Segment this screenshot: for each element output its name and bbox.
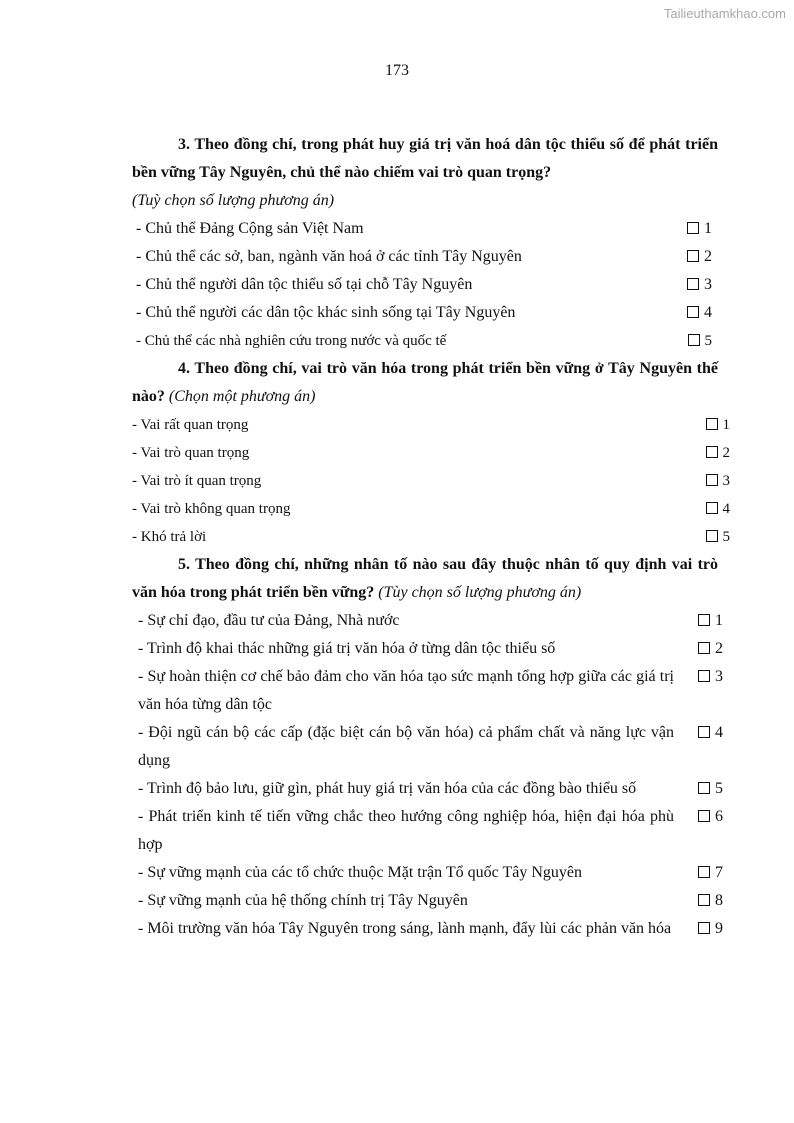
option-code: 5 — [704, 333, 712, 349]
option-code: 1 — [722, 417, 730, 433]
option-label: - Chủ thể Đảng Cộng sản Việt Nam — [136, 220, 364, 237]
checkbox[interactable] — [706, 530, 718, 542]
option-row — [132, 635, 723, 663]
option-code: 5 — [722, 529, 730, 545]
checkbox[interactable] — [706, 474, 718, 486]
option-label: - Sự vững mạnh của các tổ chức thuộc Mặt trận Tổ quốc Tây Nguyên — [138, 864, 582, 881]
checkbox[interactable] — [687, 278, 699, 290]
option-code: 3 — [704, 276, 712, 293]
option-code: 2 — [704, 248, 712, 265]
option-row — [132, 495, 730, 523]
option-code: 9 — [715, 920, 723, 937]
option-label: - Môi trường văn hóa Tây Nguyên trong sáng, lành mạnh, đẩy lùi các phản văn hóa — [138, 920, 672, 937]
checkbox[interactable] — [698, 726, 710, 738]
checkbox[interactable] — [698, 642, 710, 654]
question-3-title: 3. Theo đồng chí, trong phát huy giá trị văn hoá dân tộc thiểu số để phát triển bền vững Tây Nguyên, chủ thể nào chiếm vai trò quan trọng? — [132, 136, 718, 181]
option-row — [132, 775, 723, 803]
checkbox[interactable] — [687, 222, 699, 234]
option-label: - Khó trả lời — [132, 529, 207, 545]
option-code: 2 — [715, 640, 723, 657]
question-4-hint: (Chọn một phương án) — [168, 388, 316, 405]
option-row — [132, 607, 723, 635]
option-row — [132, 915, 723, 943]
option-label: - Chủ thể các sở, ban, ngành văn hoá ở các tỉnh Tây Nguyên — [136, 248, 522, 265]
option-label: - Vai trò ít quan trọng — [132, 473, 262, 489]
option-label: - Đội ngũ cán bộ các cấp (đặc biệt cán bộ văn hóa) cả phẩm chất và năng lực vận dụng — [138, 724, 674, 769]
option-label: - Chủ thể các nhà nghiên cứu trong nước và quốc tế — [136, 333, 447, 349]
checkbox[interactable] — [698, 866, 710, 878]
option-label: - Sự chỉ đạo, đầu tư của Đảng, Nhà nước — [138, 612, 400, 629]
option-code: 8 — [715, 892, 723, 909]
option-code: 1 — [715, 612, 723, 629]
checkbox[interactable] — [698, 810, 710, 822]
option-code: 4 — [715, 724, 723, 741]
option-row — [132, 719, 723, 775]
option-row — [132, 327, 718, 355]
option-row — [132, 299, 718, 327]
option-code: 5 — [715, 780, 723, 797]
option-row — [132, 663, 723, 719]
checkbox[interactable] — [688, 334, 700, 346]
option-code: 4 — [722, 501, 730, 517]
option-label: - Vai trò quan trọng — [132, 445, 250, 461]
question-4 — [132, 355, 730, 551]
checkbox[interactable] — [698, 894, 710, 906]
document-body — [132, 131, 730, 943]
option-code: 3 — [722, 473, 730, 489]
question-3-hint: (Tuỳ chọn số lượng phương án) — [132, 192, 335, 209]
option-label: - Phát triển kinh tế tiến vững chắc theo hướng công nghiệp hóa, hiện đại hóa phù hợp — [138, 808, 674, 853]
checkbox[interactable] — [687, 250, 699, 262]
option-code: 6 — [715, 808, 723, 825]
option-row — [132, 243, 718, 271]
option-row — [132, 439, 730, 467]
checkbox[interactable] — [706, 502, 718, 514]
option-label: - Trình độ khai thác những giá trị văn hóa ở từng dân tộc thiểu số — [138, 640, 556, 657]
page-number: 173 — [385, 62, 409, 79]
option-row — [132, 215, 718, 243]
option-row — [132, 411, 730, 439]
checkbox[interactable] — [706, 418, 718, 430]
checkbox[interactable] — [698, 614, 710, 626]
option-label: - Sự vững mạnh của hệ thống chính trị Tây Nguyên — [138, 892, 468, 909]
option-row — [132, 803, 723, 859]
option-label: - Sự hoàn thiện cơ chế bảo đảm cho văn hóa tạo sức mạnh tổng hợp giữa các giá trị văn hóa từng dân tộc — [138, 668, 674, 713]
option-row — [132, 467, 730, 495]
option-code: 3 — [715, 668, 723, 685]
question-5-hint: (Tùy chọn số lượng phương án) — [378, 584, 582, 601]
option-code: 7 — [715, 864, 723, 881]
option-code: 2 — [722, 445, 730, 461]
option-row — [132, 271, 718, 299]
option-row — [132, 859, 723, 887]
option-code: 1 — [704, 220, 712, 237]
option-label: - Trình độ bảo lưu, giữ gìn, phát huy giá trị văn hóa của các đồng bào thiểu số — [138, 780, 637, 797]
option-label: - Chủ thể người dân tộc thiểu số tại chỗ Tây Nguyên — [136, 276, 473, 293]
option-label: - Chủ thể người các dân tộc khác sinh sống tại Tây Nguyên — [136, 304, 516, 321]
checkbox[interactable] — [698, 782, 710, 794]
checkbox[interactable] — [698, 922, 710, 934]
option-code: 4 — [704, 304, 712, 321]
checkbox[interactable] — [698, 670, 710, 682]
option-label: - Vai rất quan trọng — [132, 417, 249, 433]
option-row — [132, 887, 723, 915]
question-4-title: 4. Theo đồng chí, vai trò văn hóa trong phát triển bền vững ở Tây Nguyên thế nào? (Chọn một phương án) — [132, 360, 718, 405]
question-3 — [132, 131, 718, 355]
question-5 — [132, 551, 723, 943]
option-label: - Vai trò không quan trọng — [132, 501, 291, 517]
question-5-title: 5. Theo đồng chí, những nhân tố nào sau đây thuộc nhân tố quy định vai trò văn hóa trong phát triển bền vững? (Tùy chọn số lượng phương án) — [132, 556, 718, 601]
checkbox[interactable] — [687, 306, 699, 318]
option-row — [132, 523, 730, 551]
watermark: Tailieuthamkhao.com — [663, 6, 786, 21]
checkbox[interactable] — [706, 446, 718, 458]
